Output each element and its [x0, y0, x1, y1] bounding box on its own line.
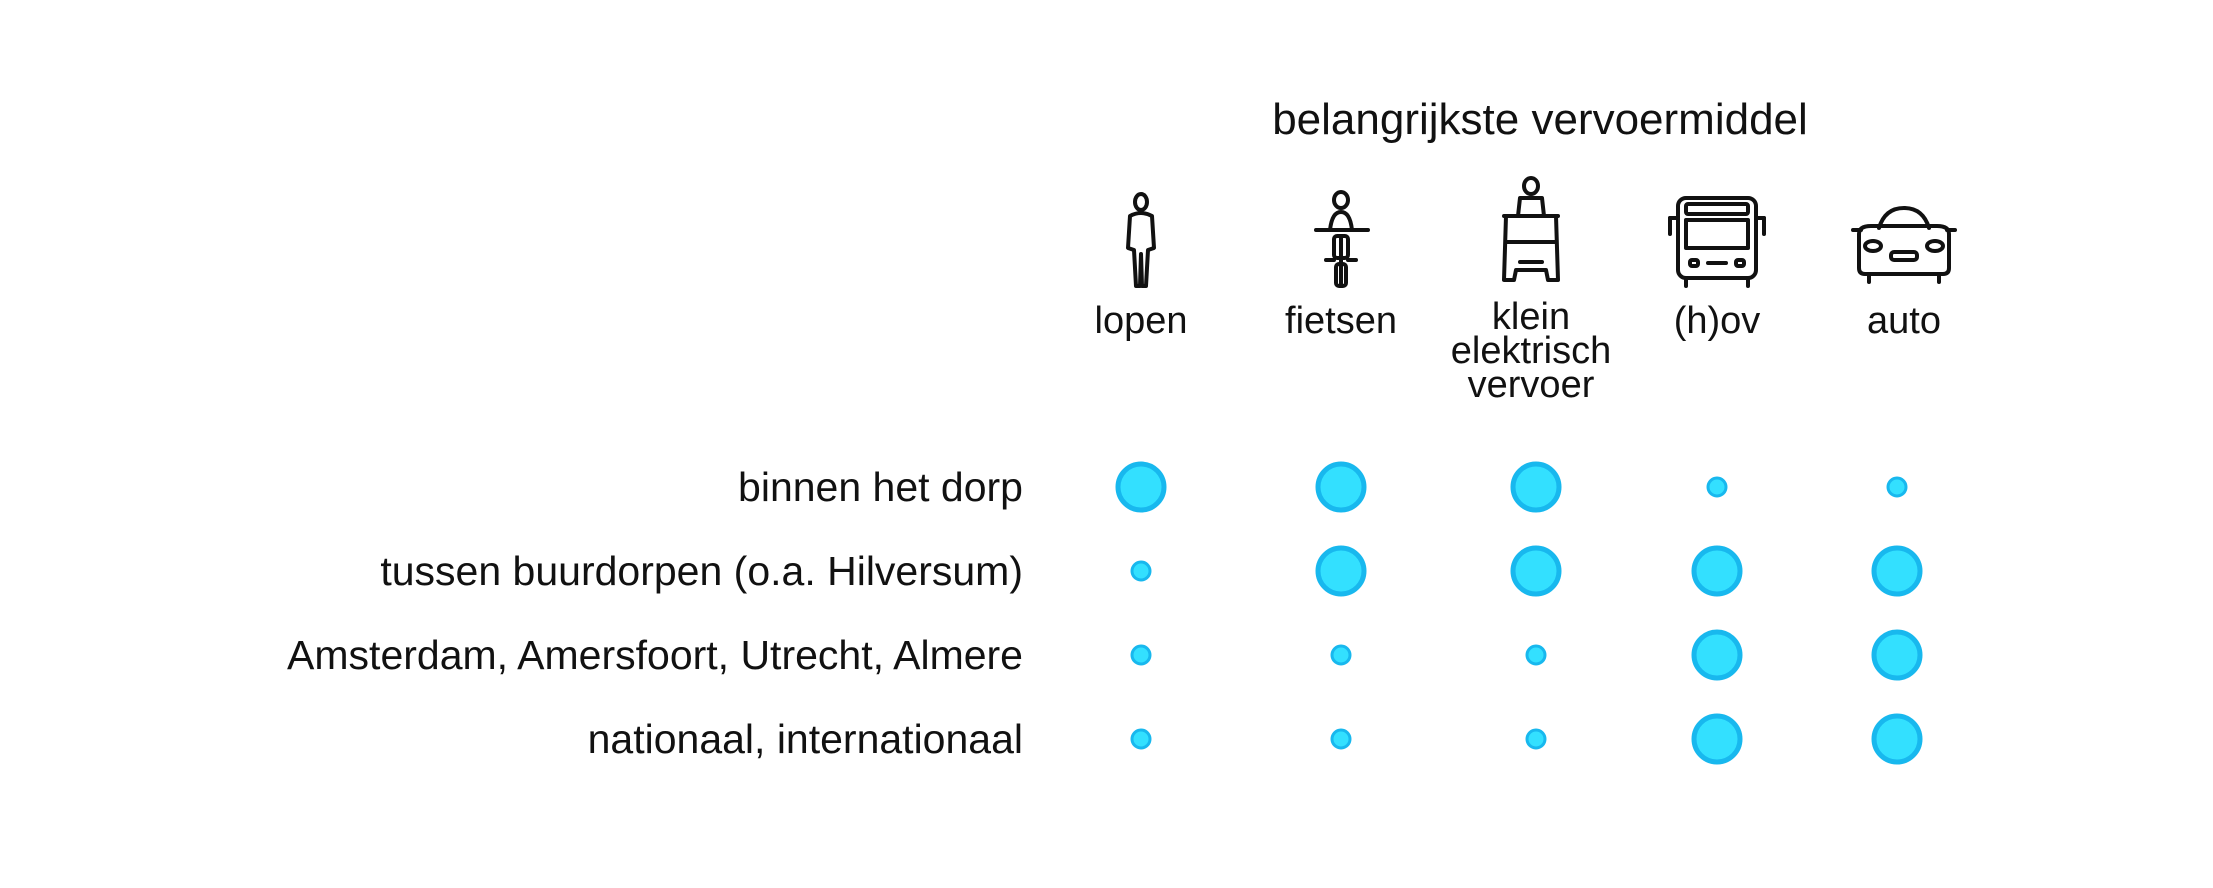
column-label: klein elektrisch vervoer [1450, 296, 1612, 406]
dot-large [1318, 548, 1364, 594]
dot-large [1118, 464, 1164, 510]
dot-large [1874, 632, 1920, 678]
dot-small [1332, 646, 1350, 664]
dot-large [1513, 464, 1559, 510]
dot-small [1888, 478, 1906, 496]
dot-large [1694, 632, 1740, 678]
dot-small [1332, 730, 1350, 748]
row-label: nationaal, internationaal [587, 716, 1023, 762]
dot-large [1874, 716, 1920, 762]
dot-small [1527, 646, 1545, 664]
dot-large [1874, 548, 1920, 594]
column-label: auto [1867, 300, 1941, 342]
dot-small [1708, 478, 1726, 496]
chart-title: belangrijkste vervoermiddel [1272, 95, 1808, 144]
dot-large [1318, 464, 1364, 510]
column-label: lopen [1094, 300, 1188, 342]
row-label: binnen het dorp [738, 464, 1023, 510]
row-label: Amsterdam, Amersfoort, Utrecht, Almere [287, 632, 1023, 678]
dot-large [1513, 548, 1559, 594]
dot-large [1694, 716, 1740, 762]
dot-small [1132, 562, 1150, 580]
column-label: (h)ov [1673, 300, 1761, 342]
dot-small [1132, 646, 1150, 664]
dot-large [1694, 548, 1740, 594]
dot-small [1132, 730, 1150, 748]
dot-small [1527, 730, 1545, 748]
column-label: fietsen [1285, 300, 1397, 342]
row-label: tussen buurdorpen (o.a. Hilversum) [380, 548, 1023, 594]
